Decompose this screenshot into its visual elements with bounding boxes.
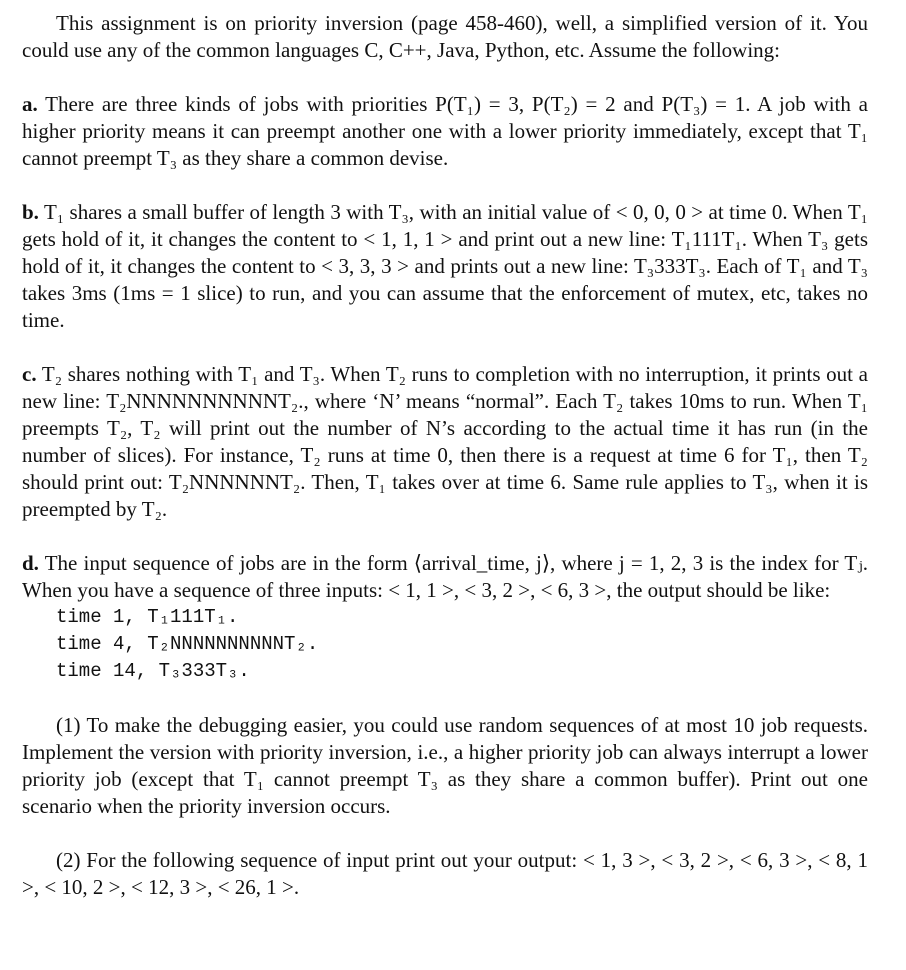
item-c-label: c. <box>22 362 37 386</box>
item-d-label: d. <box>22 551 39 575</box>
task-2-paragraph: (2) For the following sequence of input print out your output: < 1, 3 >, < 3, 2 >, < 6, 3 >, < 8, 1 >, < 10, 2 >, < 12, 3 >, < 26, 1 >. <box>22 848 868 899</box>
item-b-label: b. <box>22 200 39 224</box>
item-d-paragraph <box>22 550 868 604</box>
sample-output-line: time 1, T₁111T₁. <box>56 606 239 628</box>
sample-output-line: time 14, T₃333T₃. <box>56 660 250 682</box>
item-b-paragraph <box>22 199 868 334</box>
sample-output-line: time 4, T₂NNNNNNNNNNT₂. <box>56 633 319 655</box>
item-b-text: T₁ shares a small buffer of length 3 with T₃, with an initial value of < 0, 0, 0 > at time 0. When T₁ gets hold of it, it changes the content to < 1, 1, 1 > and print out a new line: T₁111T₁. When T₃ gets hold of it, it changes the content to < 3, 3, 3 > and prints out a new line: T₃333T₃. Each of T₁ and T₃ takes 3ms (1ms = 1 slice) to run, and you can assume that the enforcement of mutex, etc, takes no time. <box>22 200 868 332</box>
item-c-paragraph <box>22 361 868 523</box>
item-a-text: There are three kinds of jobs with priorities P(T₁) = 3, P(T₂) = 2 and P(T₃) = 1. A job with a higher priority means it can preempt another one with a lower priority immediately, except that T₁ cannot preempt T₃ as they share a common devise. <box>22 92 868 170</box>
intro-paragraph: This assignment is on priority inversion (page 458-460), well, a simplified version of it. You could use any of the common languages C, C++, Java, Python, etc. Assume the following: <box>22 11 868 62</box>
item-c-text: T₂ shares nothing with T₁ and T₃. When T₂ runs to completion with no interruption, it prints out a new line: T₂NNNNNNNNNNT₂., where ‘N’ means “normal”. Each T₂ takes 10ms to run. When T₁ preempts T₂, T₂ will print out the number of N’s according to the actual time it has run (in the number of slices). For instance, T₂ runs at time 0, then there is a request at time 6 for T₁, then T₂ should print out: T₂NNNNNNT₂. Then, T₁ takes over at time 6. Same rule applies to T₃, when it is preempted by T₂. <box>22 362 868 521</box>
item-a-label: a. <box>22 92 38 116</box>
task-1-paragraph: (1) To make the debugging easier, you could use random sequences of at most 10 job requests. Implement the version with priority inversion, i.e., a higher priority job can always interrupt a lower priority job (except that T₁ cannot preempt T₃ as they share a common buffer). Print out one scenario when the priority inversion occurs. <box>22 713 868 818</box>
item-a-paragraph <box>22 91 868 172</box>
item-d-text: The input sequence of jobs are in the form ⟨arrival_time, j⟩, where j = 1, 2, 3 is the index for Tⱼ. When you have a sequence of three inputs: < 1, 1 >, < 3, 2 >, < 6, 3 >, the output should be like: <box>22 551 868 602</box>
